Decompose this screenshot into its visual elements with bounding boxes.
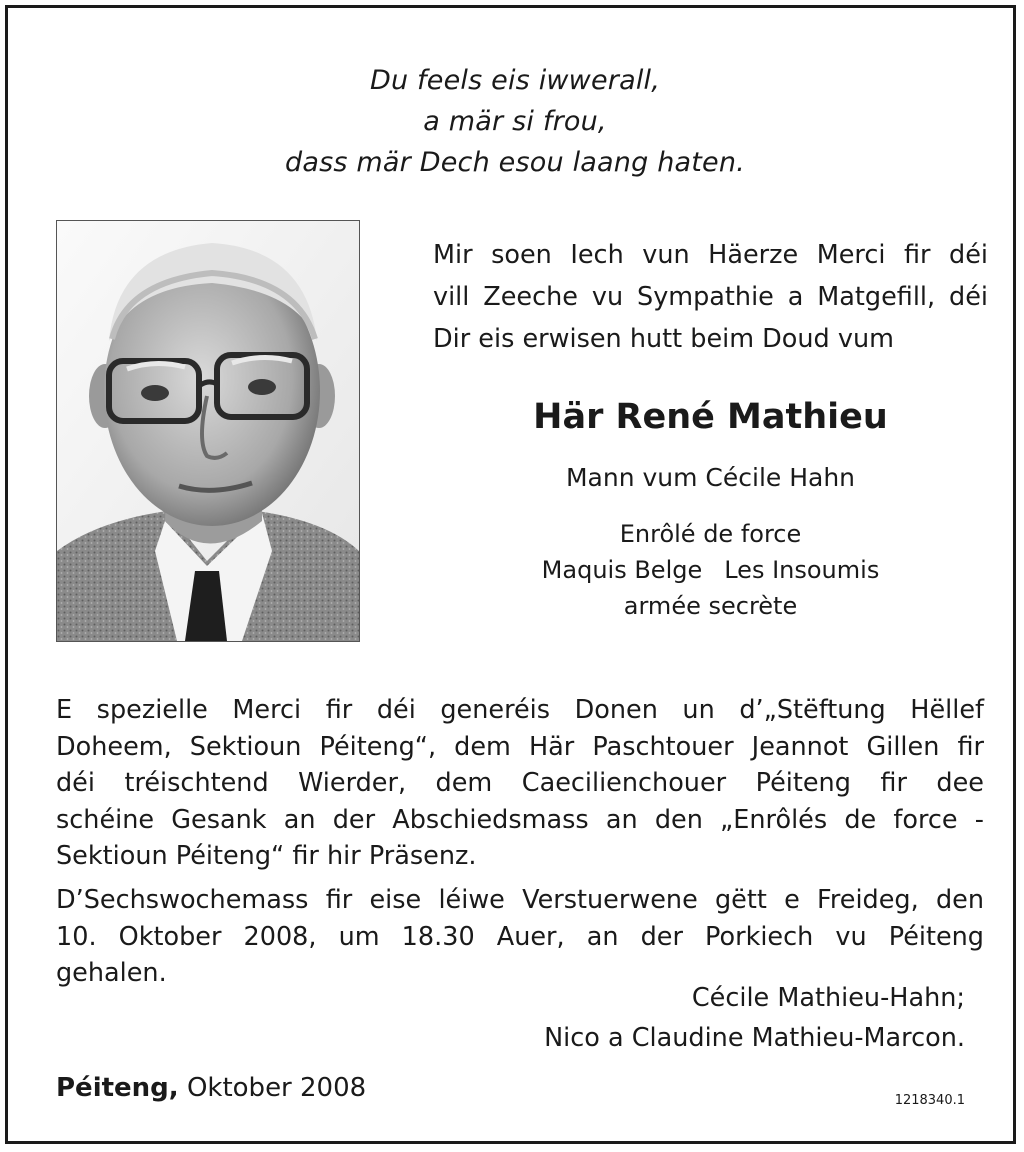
intro-text [433,234,988,360]
signer-line: Cécile Mathieu-Hahn; [691,983,965,1013]
reference-number: 1218340.1 [894,1093,965,1108]
honor-insoumis: Les Insoumis [724,556,880,584]
spouse-line: Mann vum Cécile Hahn [565,463,856,492]
honors [428,516,993,624]
mass-line: D’Sechswochemass fir eise léiwe Verstuerwene gëtt e Freideg, den [56,885,984,915]
honor-line [428,552,993,588]
thanks-line: E spezielle Merci fir déi generéis Donen un d’„Stëftung Hëllef [56,695,984,725]
notice-frame [5,5,1016,1144]
honor-maquis: Maquis Belge [541,556,703,584]
poem-line: Du feels eis iwwerall, [369,65,661,96]
thanks-line: Doheem, Sektioun Péiteng“, dem Här Paschtouer Jeannot Gillen fir [56,731,984,762]
poem-line: a mär si frou, [423,106,607,137]
thanks-line: Sektioun Péiteng“ fir hir Präsenz. [56,841,477,871]
mass-paragraph [56,882,984,992]
intro-line: Mir soen Iech vun Häerze Merci fir déi [433,240,988,270]
mass-line: 10. Oktober 2008, um 18.30 Auer, an der Porkiech vu Péiteng [56,921,984,952]
intro-line: vill Zeeche vu Sympathie a Matgefill, déi [433,282,988,312]
mass-line: gehalen. [56,958,167,988]
place-date [56,1068,366,1108]
deceased-name: Här René Mathieu [533,397,888,437]
honor-line: armée secrète [623,592,798,620]
notice-date: Oktober 2008 [186,1073,367,1103]
portrait-photo [56,220,360,642]
thanks-line: déi tréischtend Wierder, dem Caecilienchouer Péiteng fir dee [56,768,984,798]
poem [8,60,1022,183]
intro-line: Dir eis erwisen hutt beim Doud vum [433,324,894,354]
honor-line: Enrôlé de force [619,520,802,548]
signers [544,978,965,1058]
thanks-line: schéine Gesank an der Abschiedsmass an den „Enrôlés de force - [56,804,984,835]
poem-line: dass mär Dech esou laang haten. [285,147,745,178]
signer-line: Nico a Claudine Mathieu-Marcon. [544,1023,965,1053]
town-name: Péiteng, [56,1073,179,1103]
thanks-paragraph [56,692,984,875]
portrait-illustration [57,221,359,641]
